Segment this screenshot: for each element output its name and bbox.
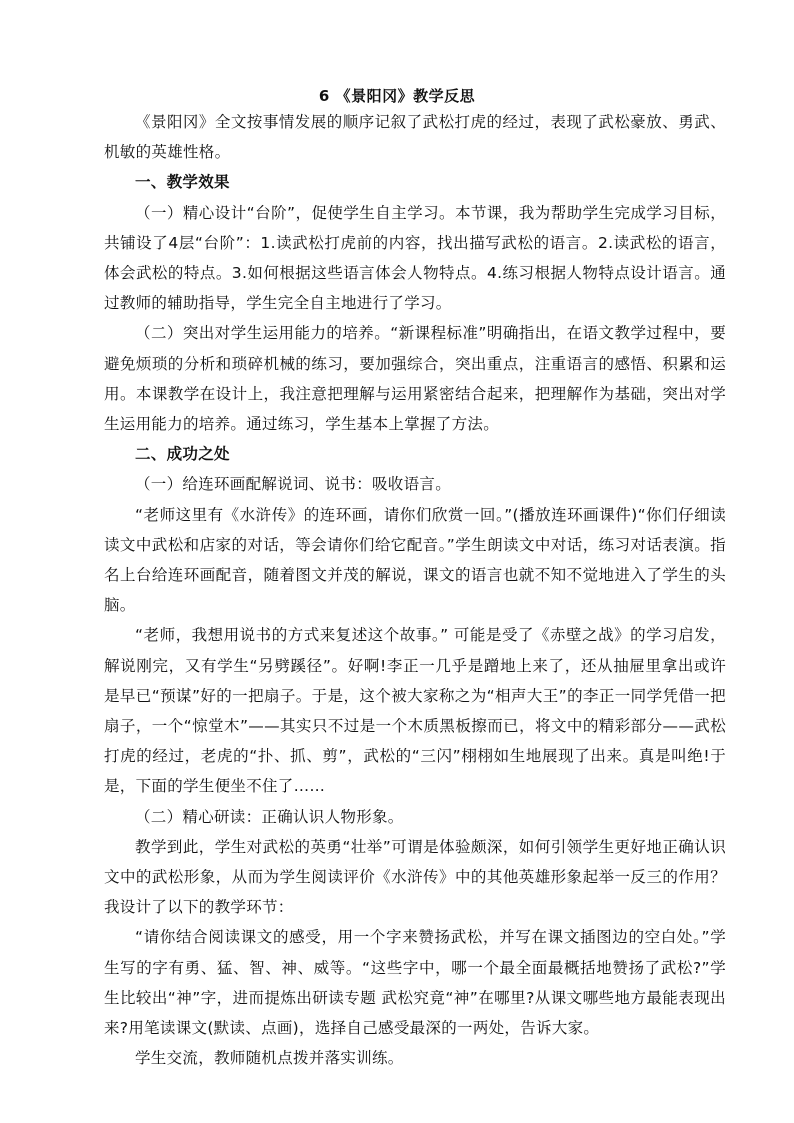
paragraph-steps-design: （一）精心设计“台阶”，促使学生自主学习。本节课，我为帮助学生完成学习目标，共铺设了4层“台阶”：1.读武松打虎前的内容，找出描写武松的语言。2.读武松的语言，体会武松的特点。3.如何根据这些语言体会人物特点。4.练习根据人物特点设计语言。通过教师的辅助指导，学生完全自主地进行了学习。 bbox=[104, 203, 726, 313]
subheading-comic-narration: （一）给连环画配解说词、说书：吸收语言。 bbox=[135, 475, 452, 494]
paragraph-one-word-praise: “请你结合阅读课文的感受，用一个字来赞扬武松，并写在课文插图边的空白处。”学生写的字有勇、猛、智、神、威等。“这些字中，哪一个最全面最概括地赞扬了武松?”学生比较出“神”字，进而提炼出研读专题 武松究竟“神”在哪里?从课文哪些地方最能表现出来?用笔读课文(默读、点画)，选择自己感受最深的一两处，告诉大家。 bbox=[104, 928, 726, 1038]
intro-paragraph: 《景阳冈》全文按事情发展的顺序记叙了武松打虎的经过，表现了武松豪放、勇武、机敏的英雄性格。 bbox=[104, 113, 726, 162]
section-heading-successes: 二、成功之处 bbox=[135, 445, 230, 464]
document-body bbox=[104, 107, 726, 1074]
paragraph-storytelling: “老师，我想用说书的方式来复述这个故事。” 可能是受了《赤壁之战》的学习启发，解说刚完，又有学生“另劈蹊径”。好啊!李正一几乎是蹭地上来了，还从抽屉里拿出或许是早已“预谋”好的一把扇子。于是，这个被大家称之为“相声大王”的李正一同学凭借一把扇子，一个“惊堂木”——其实只不过是一个木质黑板擦而已，将文中的精彩部分——武松打虎的经过，老虎的“扑、抓、剪”，武松的“三闪”栩栩如生地展现了出来。真是叫绝!于是，下面的学生便坐不住了…… bbox=[104, 626, 726, 796]
paragraph-ability-training: （二）突出对学生运用能力的培养。“新课程标准”明确指出，在语文教学过程中，要避免烦琐的分析和琐碎机械的练习，要加强综合，突出重点，注重语言的感悟、积累和运用。本课教学在设计上，我注意把理解与运用紧密结合起来，把理解作为基础，突出对学生运用能力的培养。通过练习，学生基本上掌握了方法。 bbox=[104, 324, 726, 434]
section-heading-teaching-effect: 一、教学效果 bbox=[135, 173, 230, 192]
paragraph-comic-dubbing: “老师这里有《水浒传》的连环画，请你们欣赏一回。”(播放连环画课件)“你们仔细读读文中武松和店家的对话，等会请你们给它配音。”学生朗读文中对话，练习对话表演。指名上台给连环画配音，随着图文并茂的解说，课文的语言也就不知不觉地进入了学生的头脑。 bbox=[104, 505, 726, 615]
paragraph-student-exchange: 学生交流，教师随机点拨并落实训练。 bbox=[135, 1049, 404, 1068]
paragraph-character-image: 教学到此，学生对武松的英勇“壮举”可谓是体验颇深，如何引领学生更好地正确认识文中的武松形象，从而为学生阅读评价《水浒传》中的其他英雄形象起举一反三的作用？我设计了以下的教学环节： bbox=[104, 837, 726, 917]
subheading-close-reading: （二）精心研读：正确认识人物形象。 bbox=[135, 807, 404, 826]
page-title: 6 《景阳冈》教学反思 bbox=[318, 87, 476, 105]
